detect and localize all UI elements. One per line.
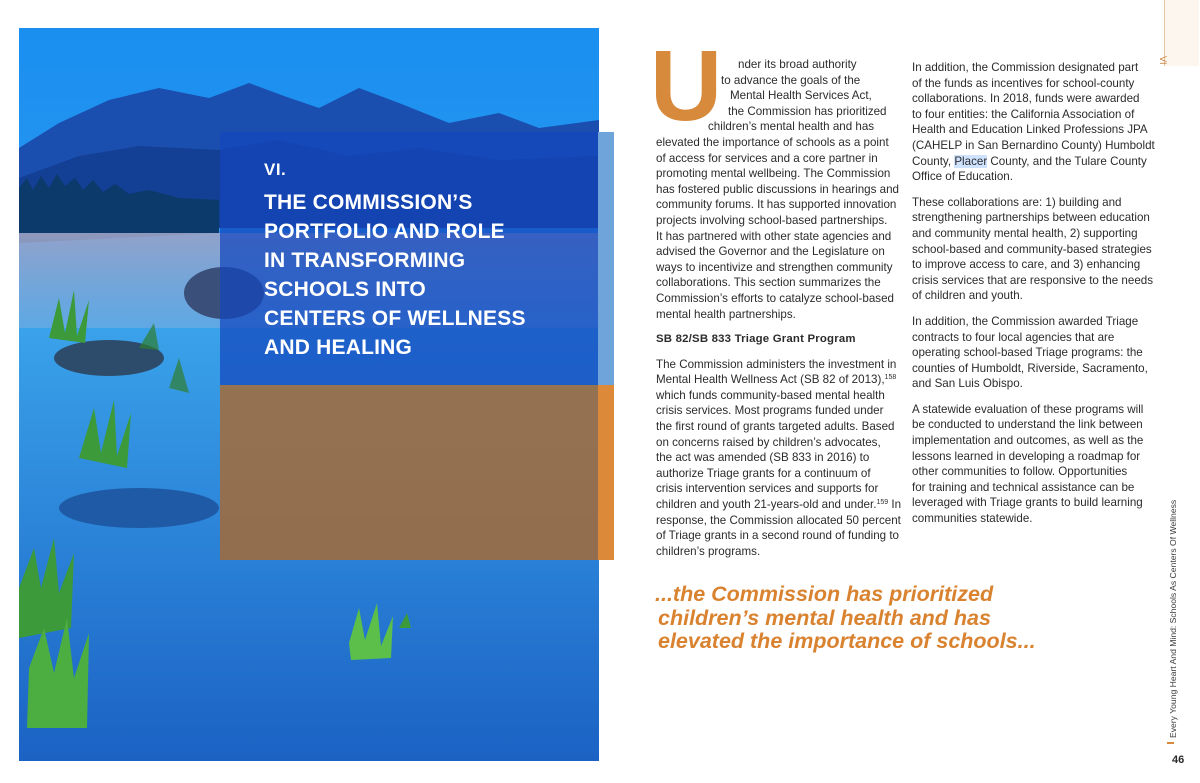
- text-line: the first round of grants targeted adults. Based: [656, 420, 895, 434]
- text-line: to advance the goals of the: [721, 73, 861, 87]
- text-line: the Commission has prioritized: [728, 104, 887, 118]
- text-line: the act was amended (SB 833 in 2016) to: [656, 451, 870, 465]
- text-line: implementation and outcomes, as well as the: [912, 434, 1144, 448]
- evaluation-paragraph: [912, 402, 1144, 527]
- section-title-line: CENTERS OF WELLNESS: [264, 307, 526, 330]
- section-title: [264, 188, 584, 362]
- text-line: In addition, the Commission designated part: [912, 61, 1139, 74]
- text-line: Mental Health Services Act,: [730, 89, 872, 103]
- text-line: crisis services that are responsive to the needs: [912, 273, 1154, 287]
- text-line: response, the Commission allocated 50 percent: [656, 513, 901, 527]
- text-line: for training and technical assistance can be: [912, 480, 1135, 494]
- pull-quote-line: ...the Commission has prioritized: [655, 582, 994, 606]
- text-line: [912, 154, 1147, 170]
- text-line: which funds community-based mental health: [656, 388, 885, 402]
- orange-overlay: [220, 385, 614, 560]
- text-line: nder its broad authority: [738, 58, 857, 71]
- text-line: has fostered public discussions in hearings and: [656, 182, 899, 196]
- text-line: advised the Governor and the Legislature on: [656, 245, 885, 259]
- text-line: other communities to follow. Opportunities: [912, 465, 1128, 479]
- text-fragment: County, and the Tulare County: [987, 154, 1147, 168]
- text-line: of children and youth.: [912, 289, 1023, 303]
- text-line: (CAHELP in San Bernardino County) Humboldt: [912, 138, 1155, 152]
- sb-paragraph: [656, 357, 902, 560]
- subheading: SB 82/SB 833 Triage Grant Program: [656, 333, 856, 346]
- running-title-marker: [1167, 742, 1174, 744]
- text-line: It has partnered with other state agencies and: [656, 229, 892, 243]
- section-title-line: IN TRANSFORMING: [264, 249, 466, 272]
- text-line: mental health partnerships.: [656, 307, 796, 321]
- pull-quote-line: elevated the importance of schools...: [658, 629, 1036, 653]
- text-line: of the funds as incentives for school-county: [912, 76, 1135, 90]
- orange-overlay-edge: [598, 385, 614, 560]
- text-line: [656, 497, 902, 513]
- section-number: VI.: [264, 160, 287, 179]
- text-line: children’s mental health and has: [708, 120, 875, 134]
- text-line: authorize Triage grants for a continuum of: [656, 466, 871, 480]
- text-line: Health and Education Linked Professions JPA: [912, 123, 1148, 137]
- text-line: of access for services and a core partner in: [656, 151, 878, 165]
- text-line: collaborations. This section summarizes the: [656, 276, 881, 290]
- text-line: on concerns raised by children’s advocates,: [656, 435, 881, 449]
- text-line: crisis intervention services and supports for: [656, 482, 879, 496]
- text-line: promoting mental wellbeing. The Commission: [656, 167, 891, 181]
- pull-quote: [655, 583, 1085, 654]
- collaborations-list-paragraph: [912, 195, 1154, 304]
- text-line: ways to incentivize and strengthen community: [656, 260, 893, 274]
- footnote-ref[interactable]: 158: [884, 374, 897, 382]
- text-fragment: children and youth 21-years-old and under.: [656, 498, 877, 512]
- section-title-line: SCHOOLS INTO: [264, 278, 426, 301]
- section-title-line: AND HEALING: [264, 336, 413, 359]
- text-line: Office of Education.: [912, 170, 1013, 184]
- text-line: children’s programs.: [656, 544, 761, 558]
- text-line: school-based and community-based strategies: [912, 242, 1152, 256]
- text-line: In addition, the Commission awarded Triage: [912, 314, 1139, 328]
- text-line: counties of Humboldt, Riverside, Sacramento,: [912, 361, 1148, 375]
- section-title-line: PORTFOLIO AND ROLE: [264, 220, 505, 243]
- text-line: The Commission administers the investment in: [656, 357, 897, 371]
- text-fragment: In: [888, 498, 902, 512]
- blue-overlay-edge: [598, 132, 614, 385]
- text-line: These collaborations are: 1) building and: [912, 195, 1122, 209]
- footnote-ref[interactable]: 159: [876, 499, 889, 507]
- text-line: communities statewide.: [912, 512, 1033, 526]
- text-column-1: [656, 57, 902, 569]
- drop-cap: U: [650, 30, 723, 142]
- text-line: and community mental health, 2) supporting: [912, 226, 1138, 240]
- text-line: and San Luis Obispo.: [912, 377, 1023, 391]
- intro-paragraph: [656, 57, 899, 322]
- text-line: collaborations. In 2018, funds were awarded: [912, 92, 1140, 106]
- section-tab-label: VI: [1158, 56, 1168, 65]
- text-line: projects involving school-based partnerships.: [656, 213, 888, 227]
- text-line: crisis services. Most programs funded under: [656, 404, 884, 418]
- text-line: leveraged with Triage grants to build learning: [912, 496, 1143, 510]
- page-number: 46: [1172, 754, 1185, 766]
- highlighted-text[interactable]: Placer: [954, 154, 988, 168]
- text-line: A statewide evaluation of these programs will: [912, 402, 1144, 416]
- text-fragment: County,: [912, 154, 955, 168]
- text-column-2: [912, 60, 1155, 537]
- triage-contracts-paragraph: [912, 314, 1148, 392]
- text-line: lessons learned in developing a roadmap for: [912, 449, 1141, 463]
- text-line: to improve access to care, and 3) enhancing: [912, 258, 1141, 272]
- text-line: community forums. It has supported innovation: [656, 198, 897, 212]
- section-tab: [1165, 0, 1199, 66]
- text-fragment: Mental Health Wellness Act (SB 82 of 2013),: [656, 373, 885, 387]
- text-line: contracts to four local agencies that are: [912, 330, 1115, 344]
- text-line: be conducted to understand the link between: [912, 418, 1143, 432]
- pull-quote-line: children’s mental health and has: [658, 605, 991, 630]
- text-line: elevated the importance of schools as a point: [656, 135, 889, 149]
- collaboration-paragraph: [912, 60, 1155, 185]
- text-line: Commission’s efforts to catalyze school-based: [656, 291, 894, 305]
- text-line: strengthening partnerships between education: [912, 211, 1150, 225]
- text-line: to four entities: the California Association of: [912, 107, 1135, 121]
- running-title: Every Young Heart And Mind: Schools As Centers Of Wellness: [1168, 499, 1178, 738]
- text-line: [656, 372, 897, 388]
- text-line: of Triage grants in a second round of funding to: [656, 529, 899, 543]
- section-title-line: THE COMMISSION’S: [264, 191, 473, 214]
- text-line: operating school-based Triage programs: the: [912, 346, 1143, 360]
